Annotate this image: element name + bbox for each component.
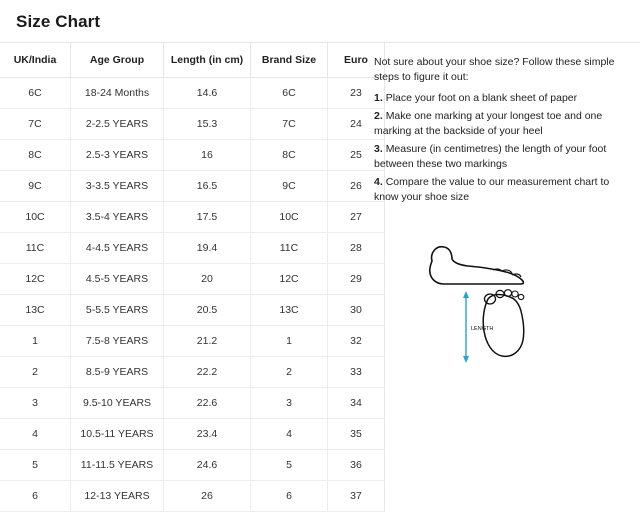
table-row [0, 295, 385, 326]
cell-uk-india: 5 [0, 450, 71, 481]
step-text-3: Measure (in centimetres) the length of your foot between these two markings [374, 143, 607, 170]
cell-age-group: 4.5-5 YEARS [71, 264, 164, 295]
instructions-panel [360, 43, 640, 368]
cell-age-group: 2.5-3 YEARS [71, 140, 164, 171]
column-header-length: Length (in cm) [164, 43, 251, 78]
cell-length: 20.5 [164, 295, 251, 326]
column-header-brand-size: Brand Size [251, 43, 328, 78]
cell-brand-size: 1 [251, 326, 328, 357]
step-number-4: 4. [374, 176, 383, 188]
table-row [0, 357, 385, 388]
column-header-uk-india: UK/India [0, 43, 71, 78]
cell-uk-india: 9C [0, 171, 71, 202]
size-table-container [0, 43, 368, 512]
page-title: Size Chart [16, 12, 101, 31]
cell-brand-size: 7C [251, 109, 328, 140]
step-number-1: 1. [374, 92, 383, 104]
cell-brand-size: 13C [251, 295, 328, 326]
table-row [0, 109, 385, 140]
cell-uk-india: 12C [0, 264, 71, 295]
foot-side-view-icon [430, 247, 524, 284]
instruction-step-4 [374, 175, 624, 205]
table-row [0, 233, 385, 264]
cell-euro: 32 [328, 326, 385, 357]
cell-age-group: 4-4.5 YEARS [71, 233, 164, 264]
cell-euro: 26 [328, 171, 385, 202]
cell-euro: 35 [328, 419, 385, 450]
cell-age-group: 7.5-8 YEARS [71, 326, 164, 357]
cell-length: 24.6 [164, 450, 251, 481]
cell-age-group: 18-24 Months [71, 78, 164, 109]
cell-euro: 24 [328, 109, 385, 140]
cell-age-group: 2-2.5 YEARS [71, 109, 164, 140]
size-table [0, 43, 385, 512]
cell-uk-india: 6 [0, 481, 71, 512]
cell-uk-india: 10C [0, 202, 71, 233]
cell-brand-size: 6 [251, 481, 328, 512]
step-text-4: Compare the value to our measurement chart to know your shoe size [374, 176, 610, 203]
cell-age-group: 10.5-11 YEARS [71, 419, 164, 450]
instructions-intro: Not sure about your shoe size? Follow these simple steps to figure it out: [374, 56, 615, 83]
table-row [0, 481, 385, 512]
instruction-step-2 [374, 109, 624, 139]
cell-length: 20 [164, 264, 251, 295]
content-area [0, 43, 640, 512]
step-number-3: 3. [374, 143, 383, 155]
cell-age-group: 12-13 YEARS [71, 481, 164, 512]
cell-euro: 29 [328, 264, 385, 295]
cell-uk-india: 2 [0, 357, 71, 388]
cell-euro: 25 [328, 140, 385, 171]
table-row [0, 202, 385, 233]
length-measure-arrow-icon [463, 291, 469, 363]
cell-length: 26 [164, 481, 251, 512]
cell-euro: 27 [328, 202, 385, 233]
table-body [0, 78, 385, 512]
foot-diagram-svg [424, 223, 574, 368]
cell-length: 23.4 [164, 419, 251, 450]
cell-brand-size: 5 [251, 450, 328, 481]
table-row [0, 78, 385, 109]
length-label: LENGTH [471, 326, 494, 332]
table-row [0, 419, 385, 450]
cell-length: 16 [164, 140, 251, 171]
cell-brand-size: 10C [251, 202, 328, 233]
step-text-2: Make one marking at your longest toe and one marking at the backside of your heel [374, 110, 603, 137]
cell-euro: 33 [328, 357, 385, 388]
cell-age-group: 8.5-9 YEARS [71, 357, 164, 388]
cell-length: 19.4 [164, 233, 251, 264]
cell-brand-size: 6C [251, 78, 328, 109]
cell-uk-india: 4 [0, 419, 71, 450]
cell-euro: 37 [328, 481, 385, 512]
cell-brand-size: 12C [251, 264, 328, 295]
cell-uk-india: 7C [0, 109, 71, 140]
table-row [0, 140, 385, 171]
foot-top-view-icon [483, 290, 524, 357]
cell-brand-size: 4 [251, 419, 328, 450]
column-header-euro: Euro [328, 43, 385, 78]
cell-uk-india: 1 [0, 326, 71, 357]
cell-length: 16.5 [164, 171, 251, 202]
cell-uk-india: 13C [0, 295, 71, 326]
cell-age-group: 11-11.5 YEARS [71, 450, 164, 481]
table-row [0, 264, 385, 295]
cell-age-group: 9.5-10 YEARS [71, 388, 164, 419]
cell-brand-size: 3 [251, 388, 328, 419]
cell-brand-size: 2 [251, 357, 328, 388]
cell-length: 17.5 [164, 202, 251, 233]
cell-length: 22.6 [164, 388, 251, 419]
cell-age-group: 3-3.5 YEARS [71, 171, 164, 202]
instruction-step-1 [374, 91, 624, 106]
cell-length: 14.6 [164, 78, 251, 109]
instruction-step-3 [374, 142, 624, 172]
cell-brand-size: 11C [251, 233, 328, 264]
cell-euro: 23 [328, 78, 385, 109]
cell-age-group: 3.5-4 YEARS [71, 202, 164, 233]
cell-length: 21.2 [164, 326, 251, 357]
cell-length: 15.3 [164, 109, 251, 140]
cell-euro: 34 [328, 388, 385, 419]
table-row [0, 326, 385, 357]
table-row [0, 171, 385, 202]
table-header-row [0, 43, 385, 78]
cell-euro: 28 [328, 233, 385, 264]
cell-uk-india: 11C [0, 233, 71, 264]
step-text-1: Place your foot on a blank sheet of paper [385, 92, 578, 104]
table-row [0, 450, 385, 481]
cell-brand-size: 8C [251, 140, 328, 171]
step-number-2: 2. [374, 110, 383, 122]
cell-brand-size: 9C [251, 171, 328, 202]
cell-uk-india: 3 [0, 388, 71, 419]
column-header-age-group: Age Group [71, 43, 164, 78]
cell-euro: 30 [328, 295, 385, 326]
cell-uk-india: 8C [0, 140, 71, 171]
cell-euro: 36 [328, 450, 385, 481]
cell-age-group: 5-5.5 YEARS [71, 295, 164, 326]
cell-length: 22.2 [164, 357, 251, 388]
table-row [0, 388, 385, 419]
foot-measurement-diagram [374, 223, 624, 368]
cell-uk-india: 6C [0, 78, 71, 109]
